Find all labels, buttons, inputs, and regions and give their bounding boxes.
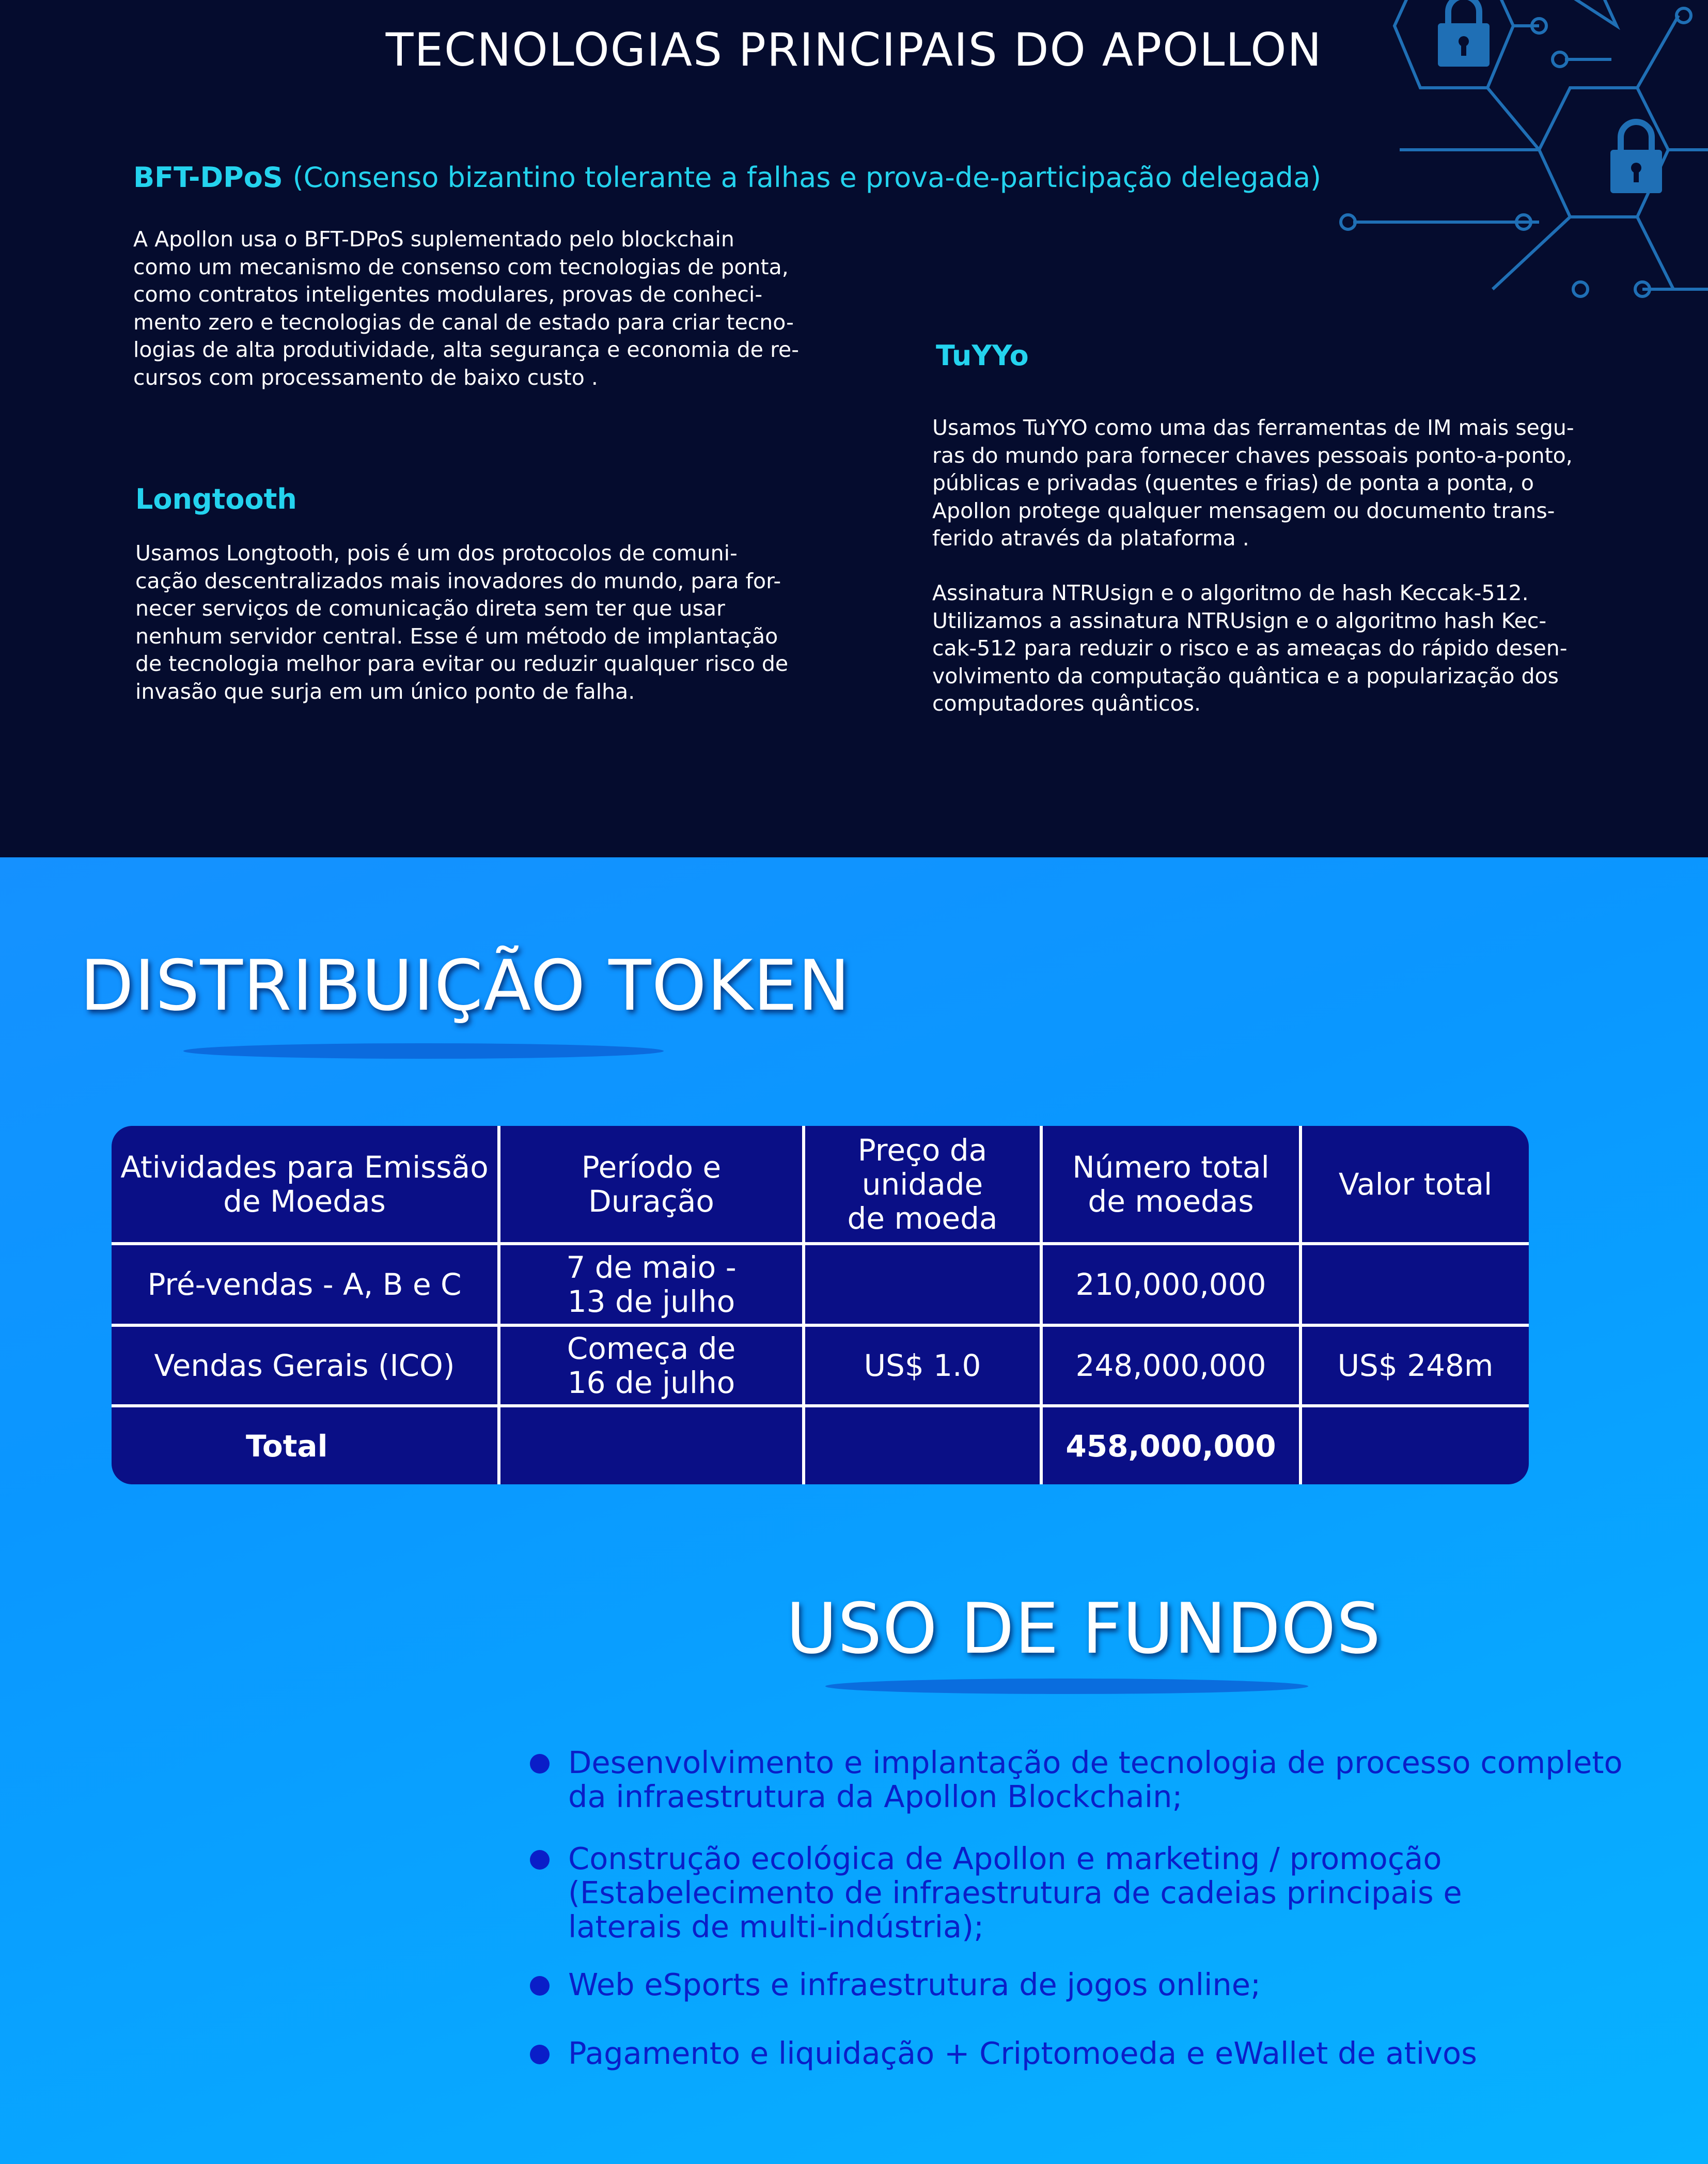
tuyyo-line: Apollon protege qualquer mensagem ou documento trans- — [932, 498, 1555, 523]
ntrusign-text — [932, 579, 1614, 718]
tuyyo-text — [932, 414, 1614, 553]
ntrusign-line: cak-512 para reduzir o risco e as ameaças do rápido desen- — [932, 636, 1568, 661]
distribution-table-wrap — [112, 1126, 1529, 1484]
tech-section — [0, 0, 1708, 857]
table-header-row — [112, 1126, 1529, 1244]
cell-period: Começa de 16 de julho — [499, 1325, 804, 1406]
bft-line: como um mecanismo de consenso com tecnologias de ponta, — [133, 254, 789, 279]
distribution-table — [112, 1126, 1529, 1484]
header-unit-price: Preço da unidade de moeda — [804, 1126, 1041, 1244]
cell-empty — [1300, 1406, 1529, 1484]
tuyyo-line: públicas e privadas (quentes e frias) de ponta a ponta, o — [932, 471, 1534, 495]
padlock-icon — [1610, 122, 1662, 193]
bullet-icon — [530, 2045, 550, 2064]
bullet-icon — [530, 1850, 550, 1870]
longtooth-line: Usamos Longtooth, pois é um dos protocolos de comuni- — [135, 541, 738, 566]
cell-total-coins: 210,000,000 — [1041, 1244, 1300, 1325]
tuyyo-line: ferido através da plataforma . — [932, 526, 1249, 551]
longtooth-line: nenhum servidor central. Esse é um método de implantação — [135, 623, 778, 649]
title-underline — [183, 1043, 664, 1059]
bft-title: BFT-DPoS — [133, 161, 283, 194]
ntrusign-line: Assinatura NTRUsign e o algoritmo de hash Keccak-512. — [932, 581, 1529, 605]
cell-price: US$ 1.0 — [804, 1325, 1041, 1406]
tech-title: TECNOLOGIAS PRINCIPAIS DO APOLLON — [385, 23, 1323, 76]
funds-title: USO DE FUNDOS — [786, 1588, 1382, 1669]
table-row — [112, 1244, 1529, 1325]
cell-empty — [804, 1406, 1041, 1484]
cell-price — [804, 1244, 1041, 1325]
header-total-value: Valor total — [1300, 1126, 1529, 1244]
bft-line: mento zero e tecnologias de canal de estado para criar tecno- — [133, 309, 794, 335]
bft-heading — [133, 161, 1321, 194]
cell-activity: Pré-vendas - A, B e C — [112, 1244, 499, 1325]
bullet-icon — [530, 1754, 550, 1774]
bft-line: como contratos inteligentes modulares, provas de conheci- — [133, 282, 763, 307]
header-total-coins: Número total de moedas — [1041, 1126, 1300, 1244]
cell-period: 7 de maio - 13 de julho — [499, 1244, 804, 1325]
cell-total-value — [1300, 1244, 1529, 1325]
table-total-row — [112, 1406, 1529, 1484]
cell-empty — [499, 1406, 804, 1484]
tuyyo-line: Usamos TuYYO como uma das ferramentas de IM mais segu- — [932, 415, 1574, 440]
longtooth-line: necer serviços de comunicação direta sem ter que usar — [135, 596, 725, 621]
cell-total-value: US$ 248m — [1300, 1325, 1529, 1406]
header-period: Período e Duração — [499, 1126, 804, 1244]
list-item: Construção ecológica de Apollon e marketing / promoção (Estabelecimento de infraestrutura de cadeias principais e laterais de multi-indústria); — [527, 1842, 1663, 1944]
bullet-icon — [530, 1976, 550, 1996]
bft-line: logias de alta produtividade, alta segurança e economia de re- — [133, 337, 800, 362]
distribution-title: DISTRIBUIÇÃO TOKEN — [80, 945, 851, 1026]
longtooth-line: invasão que surja em um único ponto de falha. — [135, 679, 635, 704]
list-item: Pagamento e liquidação + Criptomoeda e eWallet de ativos — [527, 2036, 1663, 2071]
ntrusign-line: computadores quânticos. — [932, 691, 1201, 716]
longtooth-heading: Longtooth — [135, 483, 297, 515]
ntrusign-line: Utilizamos a assinatura NTRUsign e o algoritmo hash Kec- — [932, 608, 1547, 633]
bft-line: A Apollon usa o BFT-DPoS suplementado pelo blockchain — [133, 227, 734, 252]
padlock-icon — [1438, 0, 1490, 67]
list-item: Desenvolvimento e implantação de tecnologia de processo completo da infraestrutura da Apollon Blockchain; — [527, 1746, 1663, 1814]
title-underline — [825, 1679, 1308, 1694]
longtooth-text — [135, 540, 817, 705]
cell-total-label: Total — [112, 1406, 499, 1484]
bft-subtitle: (Consenso bizantino tolerante a falhas e prova-de-participação delegada) — [292, 161, 1322, 194]
network-decoration — [1322, 0, 1708, 310]
bft-text — [133, 226, 815, 391]
longtooth-line: cação descentralizados mais inovadores do mundo, para for- — [135, 568, 781, 593]
cell-total-sum: 458,000,000 — [1041, 1406, 1300, 1484]
cell-activity: Vendas Gerais (ICO) — [112, 1325, 499, 1406]
cell-total-coins: 248,000,000 — [1041, 1325, 1300, 1406]
tuyyo-heading: TuYYo — [936, 339, 1029, 372]
bft-line: cursos com processamento de baixo custo . — [133, 365, 598, 390]
tuyyo-line: ras do mundo para fornecer chaves pessoais ponto-a-ponto, — [932, 443, 1573, 468]
table-row — [112, 1325, 1529, 1406]
longtooth-line: de tecnologia melhor para evitar ou reduzir qualquer risco de — [135, 651, 789, 676]
ntrusign-line: volvimento da computação quântica e a popularização dos — [932, 663, 1559, 688]
list-item: Web eSports e infraestrutura de jogos online; — [527, 1968, 1663, 2002]
header-activities: Atividades para Emissão de Moedas — [112, 1126, 499, 1244]
